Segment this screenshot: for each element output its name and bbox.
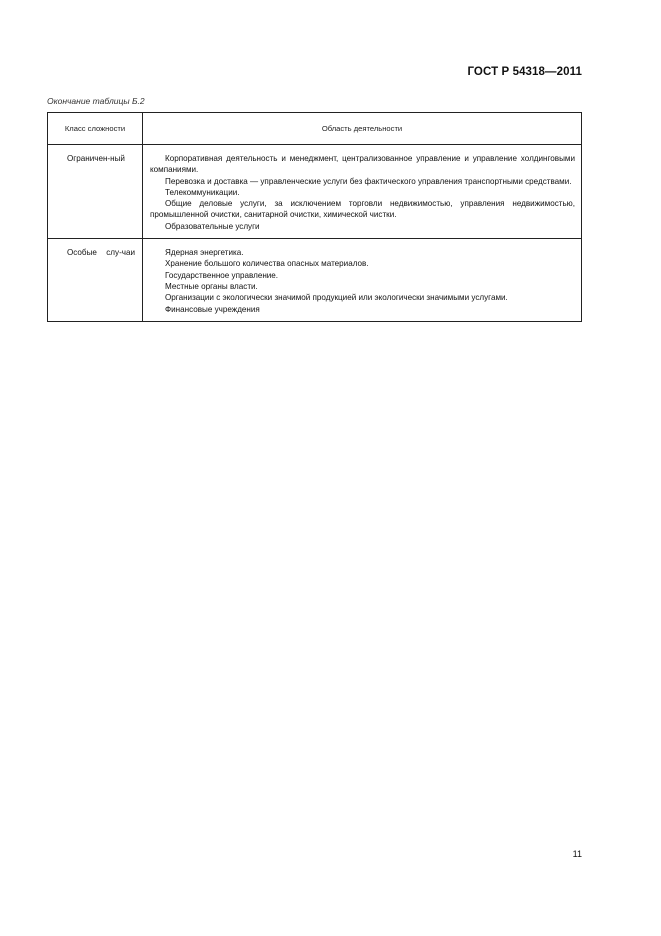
table-header-row: [48, 113, 582, 145]
scope-paragraph: Финансовые учреждения: [165, 304, 260, 314]
scope-paragraph: Образовательные услуги: [165, 221, 260, 231]
table-caption: Окончание таблицы Б.2: [47, 96, 145, 106]
class-cell: [48, 145, 143, 239]
scope-paragraph: Ядерная энергетика.: [165, 248, 244, 258]
class-label: Ограничен-ный: [67, 154, 125, 163]
scope-paragraph: Местные органы власти.: [165, 281, 258, 291]
scope-paragraph: Перевозка и доставка — управленческие услуги без фактического управления транспортными средствами.: [165, 176, 572, 186]
scope-paragraph: Организации с экологически значимой продукцией или экологически значимыми услугами.: [165, 293, 508, 303]
scope-cell: [143, 239, 582, 322]
document-code: ГОСТ Р 54318—2011: [467, 66, 582, 78]
column-header-class: Класс сложности: [48, 113, 143, 145]
scope-cell: [143, 145, 582, 239]
scope-paragraph: Корпоративная деятельность и менеджмент, централизованное управление и управление холдинговыми компаниями.: [150, 154, 575, 175]
column-header-scope: Область деятельности: [143, 113, 582, 145]
complexity-class-table: [47, 112, 582, 322]
scope-paragraph: Хранение большого количества опасных материалов.: [165, 259, 369, 269]
class-cell: [48, 239, 143, 322]
page-number: 11: [572, 849, 582, 859]
class-label: Особые слу-чаи: [67, 248, 135, 258]
scope-paragraph: Общие деловые услуги, за исключением торговли недвижимостью, управления недвижимостью, промышленной очистки, санитарной очистки, химической чистки.: [150, 199, 575, 220]
scope-paragraph: Телекоммуникации.: [165, 187, 240, 197]
table-row: [48, 145, 582, 239]
table-row: [48, 239, 582, 322]
scope-paragraph: Государственное управление.: [165, 270, 279, 280]
